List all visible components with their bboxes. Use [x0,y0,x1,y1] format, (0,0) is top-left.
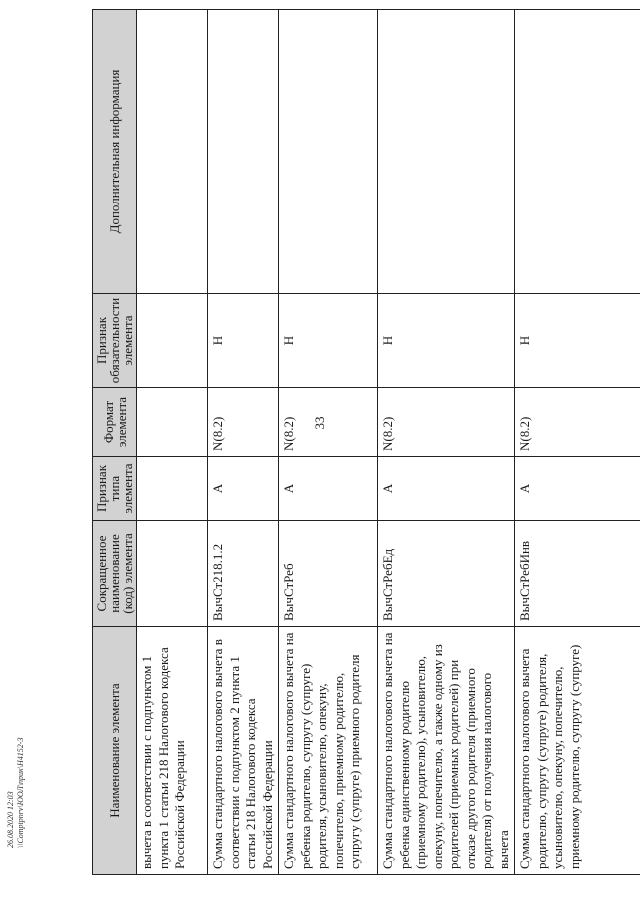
cell-name: Сумма стандартного налогового вычета на ребенка единственному родителю (приемному родителю), усыновителю, опекуну, попечителю, а также одному из родителей (приемных родителей) при отказе другого родителя (приемного родителя) от получения налогового вычета [378,627,515,875]
cell-info [279,10,378,294]
cell-required: Н [279,294,378,388]
header-element-type: Признак типа элемента [93,457,137,521]
cell-name: Сумма стандартного налогового вычета на ребенка родителю, супругу (супруге) родителя, усыновителю, опекуну, попечителю, приемному родителю, супругу (супруге) приемного родителя [279,627,378,875]
table-row [279,10,378,875]
cell-type: А [279,457,378,521]
table-row [208,10,279,875]
cell-required: Н [515,294,640,388]
cell-name: Сумма стандартного налогового вычета в соответствии с подпунктом 2 пункта 1 статьи 218 Налогового кодекса Российской Федерации [208,627,279,875]
header-element-code: Сокращенное наименование (код) элемента [93,521,137,627]
cell-code: ВычСтРеб [279,521,378,627]
cell-format: N(8.2) [515,388,640,457]
table-row [137,10,208,875]
header-element-format: Формат элемента [93,388,137,457]
table-row [378,10,515,875]
header-additional-info: Дополнительная информация [93,10,137,294]
table-header-row [93,10,137,875]
table-row [515,10,640,875]
cell-code: ВычСт218.1.2 [208,521,279,627]
cell-code: ВычСтРебИнв [515,521,640,627]
cell-required: Н [208,294,279,388]
cell-info [208,10,279,294]
document-footer [6,668,26,848]
cell-info [137,10,208,294]
cell-type: А [378,457,515,521]
cell-info [378,10,515,294]
cell-type: А [208,457,279,521]
cell-code [137,521,208,627]
cell-name: вычета в соответствии с подпунктом 1 пункта 1 статьи 218 Налогового кодекса Российской Федерации [137,627,208,875]
cell-required [137,294,208,388]
cell-format: N(8.2) [208,388,279,457]
cell-name: Сумма стандартного налогового вычета родителю, супругу (супруге) родителя, усыновителю, опекуну, попечителю, приемному родителю, супругу (супруге) [515,627,640,875]
cell-type [137,457,208,521]
cell-format: N(8.2) [279,388,378,457]
cell-format [137,388,208,457]
cell-info [515,10,640,294]
cell-code: ВычСтРебЕд [378,521,515,627]
page-number: 33 [312,416,327,430]
header-element-required: Признак обязательности элемента [93,294,137,388]
data-table [92,9,640,875]
cell-type: А [515,457,640,521]
rotated-page [92,10,632,875]
cell-required: Н [378,294,515,388]
header-element-name: Наименование элемента [93,627,137,875]
footer-timestamp: 26.08.2020 12:03 [6,791,15,848]
cell-format: N(8.2) [378,388,515,457]
footer-file-path: \\Comptpnrv\ЮОЛ\прик\Н4152-3 [16,737,25,848]
